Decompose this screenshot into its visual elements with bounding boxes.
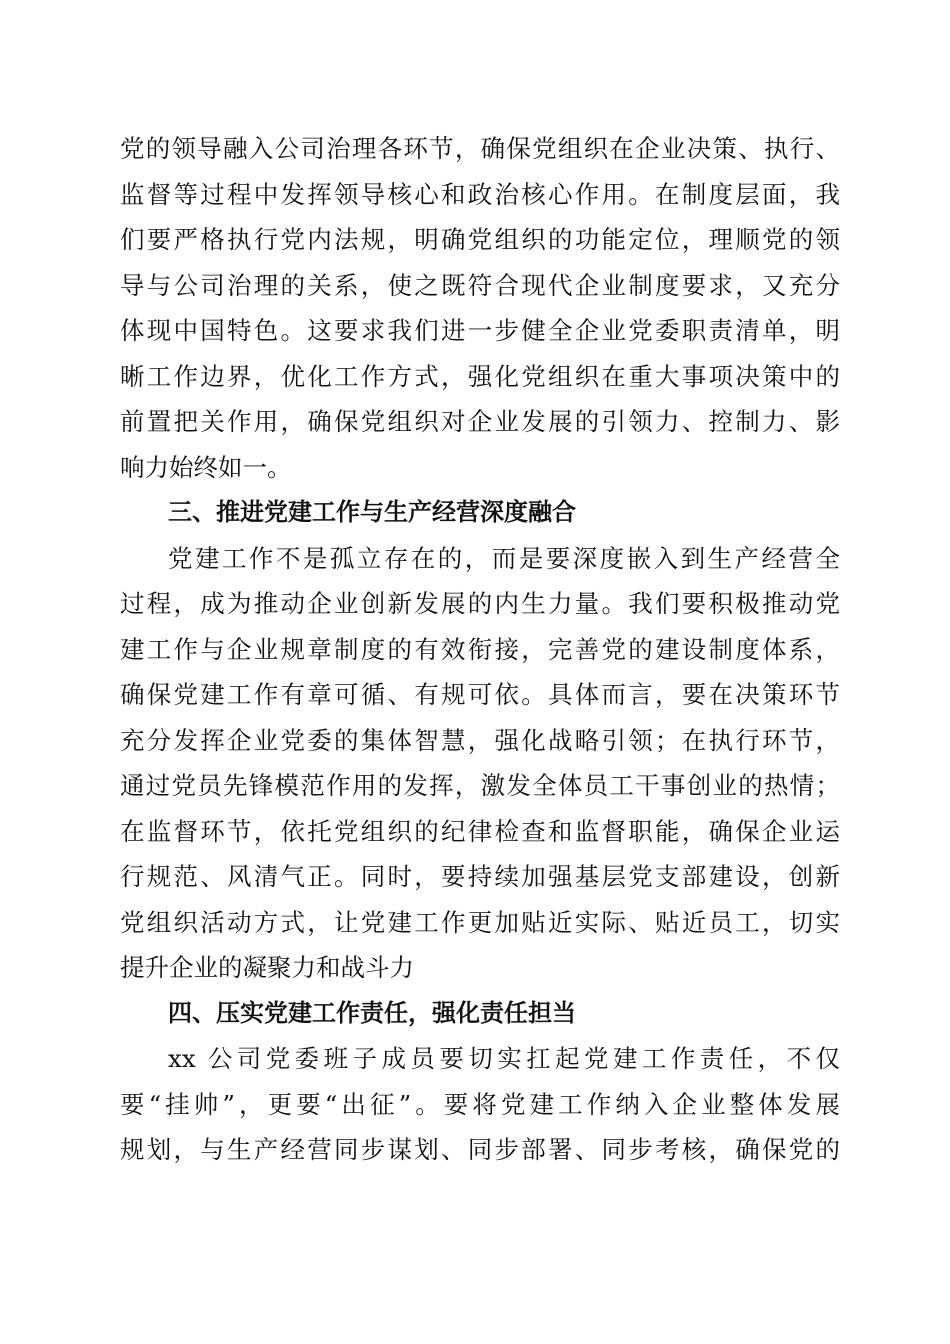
text-line: 过程，成为推动企业创新发展的内生力量。我们要积极推动党: [120, 589, 840, 618]
document-body: [120, 126, 840, 1173]
text-line: 前置把关作用，确保党组织对企业发展的引领力、控制力、影: [120, 407, 840, 436]
text-line: 通过党员先锋模范作用的发挥，激发全体员工干事创业的热情；: [120, 771, 840, 800]
text-line: 晰工作边界，优化工作方式，强化党组织在重大事项决策中的: [120, 361, 840, 391]
paragraph: [120, 126, 840, 490]
paragraph: [120, 1036, 840, 1173]
text-line: 党的领导融入公司治理各环节，确保党组织在企业决策、执行、: [120, 134, 840, 163]
text-line: 监督等过程中发挥领导核心和政治核心作用。在制度层面，我: [120, 179, 840, 209]
text-line: 导与公司治理的关系，使之既符合现代企业制度要求，又充分: [120, 270, 840, 300]
section-heading: 三、推进党建工作与生产经营深度融合: [168, 498, 576, 526]
text-line: 确保党建工作有章可循、有规可依。具体而言，要在决策环节: [120, 680, 840, 709]
text-line: 党建工作不是孤立存在的，而是要深度嵌入到生产经营全: [168, 543, 840, 573]
text-line: 充分发挥企业党委的集体智慧，强化战略引领；在执行环节，: [120, 725, 840, 755]
section-heading: 四、压实党建工作责任，强化责任担当: [168, 998, 576, 1027]
text-line: 体现中国特色。这要求我们进一步健全企业党委职责清单，明: [120, 316, 840, 345]
text-line: 响力始终如一。: [120, 452, 292, 482]
text-line: xx 公司党委班子成员要切实扛起党建工作责任，不仅: [168, 1044, 840, 1073]
text-line: 要“挂帅”，更要“出征”。要将党建工作纳入企业整体发展: [120, 1089, 840, 1119]
text-line: 行规范、风清气正。同时，要持续加强基层党支部建设，创新: [120, 862, 840, 891]
text-line: 建工作与企业规章制度的有效衔接，完善党的建设制度体系，: [120, 634, 840, 664]
text-line: 提升企业的凝聚力和战斗力: [120, 953, 414, 982]
text-line: 党组织活动方式，让党建工作更加贴近实际、贴近员工，切实: [120, 907, 840, 937]
text-line: 们要严格执行党内法规，明确党组织的功能定位，理顺党的领: [120, 225, 840, 254]
paragraph: [120, 536, 840, 991]
text-line: 规划，与生产经营同步谋划、同步部署、同步考核，确保党的: [120, 1135, 840, 1164]
text-line: 在监督环节，依托党组织的纪律检查和监督职能，确保企业运: [120, 816, 840, 846]
